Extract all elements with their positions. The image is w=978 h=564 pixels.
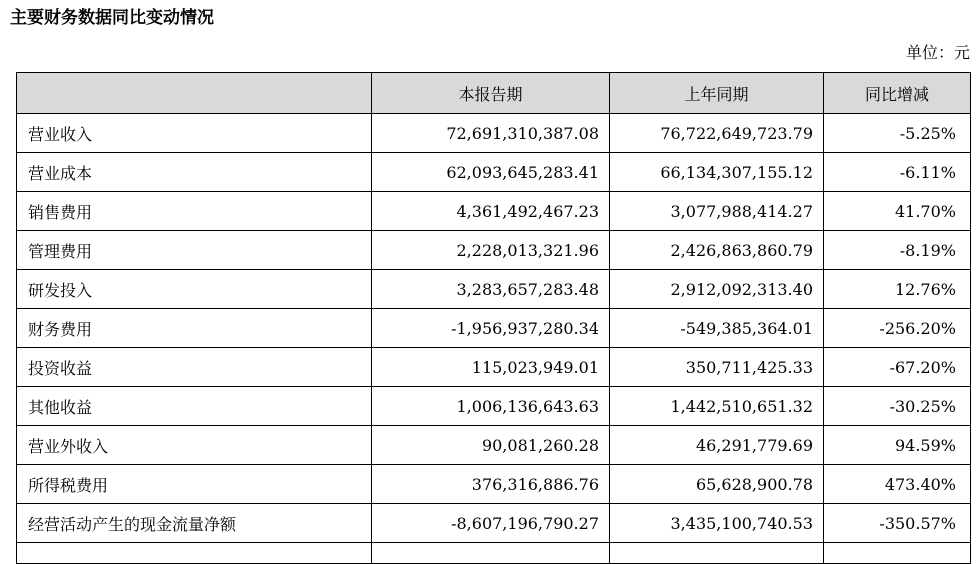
row-item: 管理费用	[17, 231, 372, 270]
empty-cell	[824, 543, 971, 564]
row-current: 115,023,949.01	[372, 348, 610, 387]
row-change: -350.57%	[824, 504, 971, 543]
row-current: 72,691,310,387.08	[372, 114, 610, 153]
table-row-cutoff	[17, 543, 971, 564]
table-row	[17, 231, 971, 270]
row-current: -1,956,937,280.34	[372, 309, 610, 348]
row-prior: 2,912,092,313.40	[610, 270, 824, 309]
row-change: 12.76%	[824, 270, 971, 309]
unit-note: 单位：元	[905, 43, 970, 62]
header-item	[17, 73, 372, 114]
row-current: 4,361,492,467.23	[372, 192, 610, 231]
row-item: 营业外收入	[17, 426, 372, 465]
row-item: 经营活动产生的现金流量净额	[17, 504, 372, 543]
row-prior: 350,711,425.33	[610, 348, 824, 387]
row-prior: 65,628,900.78	[610, 465, 824, 504]
header-current-period: 本报告期	[372, 73, 610, 114]
row-item: 投资收益	[17, 348, 372, 387]
row-item: 其他收益	[17, 387, 372, 426]
table-row	[17, 465, 971, 504]
header-yoy-change: 同比增减	[824, 73, 971, 114]
row-current: 90,081,260.28	[372, 426, 610, 465]
table-row	[17, 309, 971, 348]
table-row	[17, 504, 971, 543]
financial-data-table	[16, 72, 971, 564]
row-item: 销售费用	[17, 192, 372, 231]
row-prior: 1,442,510,651.32	[610, 387, 824, 426]
row-current: 62,093,645,283.41	[372, 153, 610, 192]
row-item: 营业成本	[17, 153, 372, 192]
row-prior: 66,134,307,155.12	[610, 153, 824, 192]
header-prior-period: 上年同期	[610, 73, 824, 114]
row-change: 94.59%	[824, 426, 971, 465]
empty-cell	[17, 543, 372, 564]
row-current: 3,283,657,283.48	[372, 270, 610, 309]
row-change: -30.25%	[824, 387, 971, 426]
row-current: -8,607,196,790.27	[372, 504, 610, 543]
row-change: 41.70%	[824, 192, 971, 231]
row-current: 376,316,886.76	[372, 465, 610, 504]
empty-cell	[610, 543, 824, 564]
row-prior: 46,291,779.69	[610, 426, 824, 465]
row-item: 所得税费用	[17, 465, 372, 504]
row-prior: 3,435,100,740.53	[610, 504, 824, 543]
row-item: 财务费用	[17, 309, 372, 348]
row-item: 研发投入	[17, 270, 372, 309]
row-change: -67.20%	[824, 348, 971, 387]
table-row	[17, 114, 971, 153]
row-change: 473.40%	[824, 465, 971, 504]
row-change: -256.20%	[824, 309, 971, 348]
empty-cell	[372, 543, 610, 564]
row-change: -6.11%	[824, 153, 971, 192]
row-change: -5.25%	[824, 114, 971, 153]
row-change: -8.19%	[824, 231, 971, 270]
row-current: 1,006,136,643.63	[372, 387, 610, 426]
row-prior: 3,077,988,414.27	[610, 192, 824, 231]
row-item: 营业收入	[17, 114, 372, 153]
row-prior: -549,385,364.01	[610, 309, 824, 348]
table-row	[17, 348, 971, 387]
row-current: 2,228,013,321.96	[372, 231, 610, 270]
table-row	[17, 192, 971, 231]
page-title: 主要财务数据同比变动情况	[10, 8, 214, 28]
table-row	[17, 153, 971, 192]
table-row	[17, 426, 971, 465]
row-prior: 2,426,863,860.79	[610, 231, 824, 270]
table-header-row	[17, 73, 971, 114]
table-row	[17, 387, 971, 426]
row-prior: 76,722,649,723.79	[610, 114, 824, 153]
table-row	[17, 270, 971, 309]
